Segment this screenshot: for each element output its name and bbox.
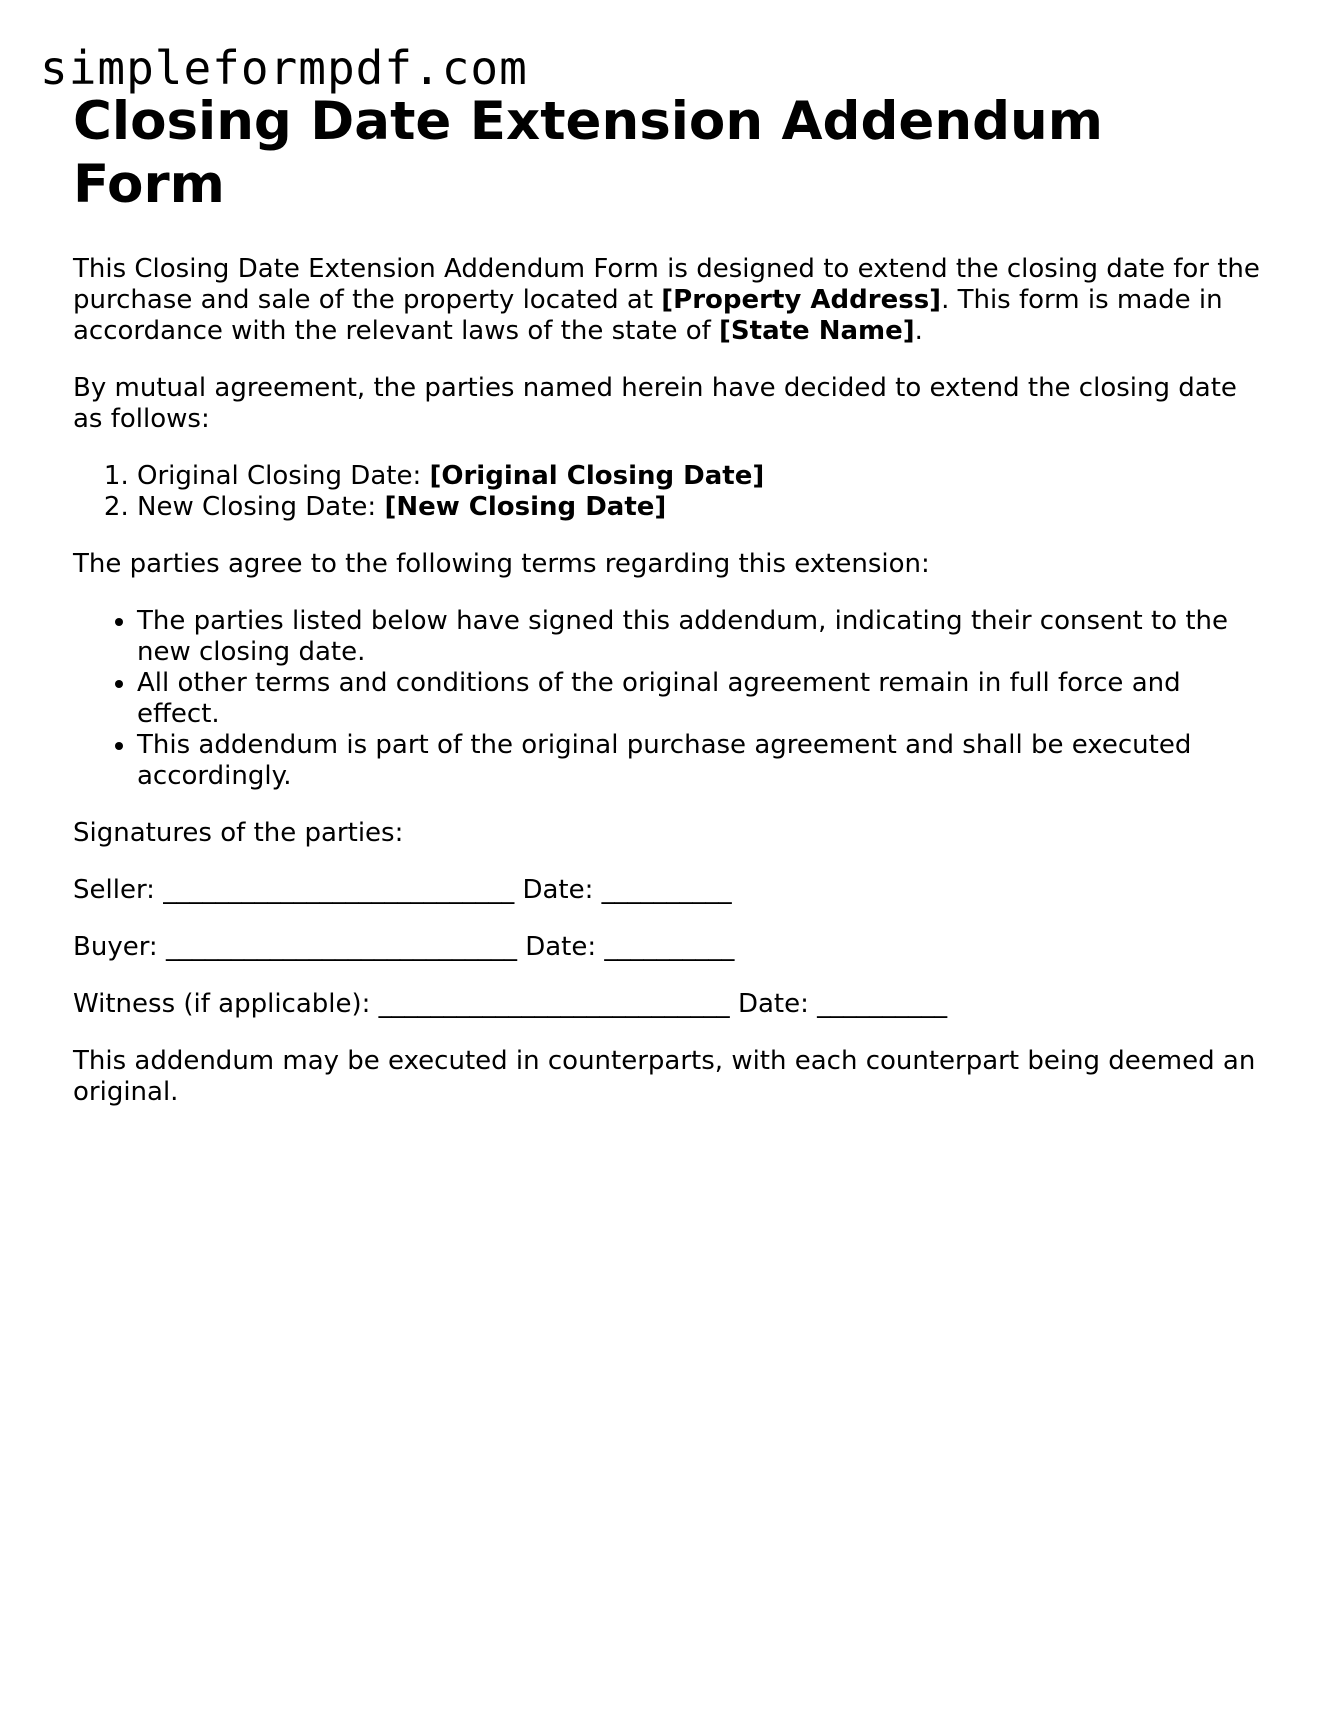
list-item: • This addendum is part of the original purchase agreement and shall be executed accordingly. [137,730,1263,792]
new-date-label: New Closing Date: [137,492,385,522]
list-item-original-date [137,461,1263,492]
witness-signature-line: Witness (if applicable): ___________________________ Date: __________ [73,989,948,1019]
list-item: • The parties listed below have signed this addendum, indicating their consent to the new closing date. [137,606,1263,668]
closing-paragraph: This addendum may be executed in counterparts, with each counterpart being deemed an original. [73,1046,1256,1107]
signatures-heading: Signatures of the parties: [73,818,404,848]
terms-intro: The parties agree to the following terms regarding this extension: [73,549,930,579]
terms-list [73,606,1263,792]
intro-text-2: . This form is made in accordance with the relevant laws of the state of [73,285,1223,346]
agreement-paragraph: By mutual agreement, the parties named herein have decided to extend the closing date as follows: [73,373,1237,434]
intro-paragraph [73,254,1263,347]
intro-text-3: . [914,316,923,346]
list-item: • All other terms and conditions of the original agreement remain in full force and effect. [137,668,1263,730]
buyer-signature-line: Buyer: ___________________________ Date: __________ [73,932,735,962]
closing-dates-list [73,461,1263,523]
state-name-placeholder: [State Name] [719,316,915,346]
site-watermark: simpleformpdf.com [40,41,528,95]
list-item-new-date [137,492,1263,523]
property-address-placeholder: [Property Address] [661,285,942,315]
original-date-label: Original Closing Date: [137,461,430,491]
page-title: Closing Date Extension Addendum Form [73,91,1103,215]
new-date-placeholder: [New Closing Date] [384,492,667,522]
document-body [73,90,1263,1134]
intro-text-1: This Closing Date Extension Addendum Form is designed to extend the closing date for the purchase and sale of the property located at [73,254,1260,315]
seller-signature-line: Seller: ___________________________ Date: __________ [73,875,732,905]
original-date-placeholder: [Original Closing Date] [429,461,765,491]
